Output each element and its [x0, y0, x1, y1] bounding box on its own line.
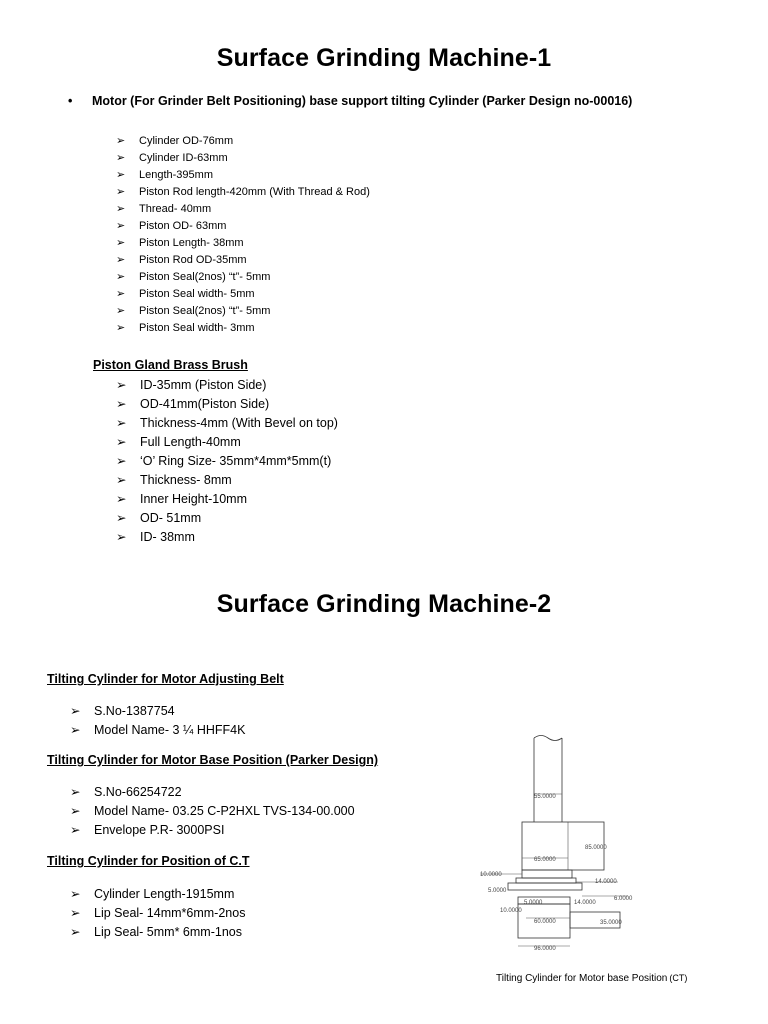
- arrow-bullet-icon: ➢: [116, 435, 127, 449]
- base-position-item-text: S.No-66254722: [94, 785, 182, 799]
- dim-label-left-gap: 10.0000: [480, 872, 502, 878]
- dim-label-body-width: 65.0000: [534, 857, 556, 863]
- gland-spec-item-text: OD- 51mm: [140, 511, 202, 525]
- ct-item-text: Lip Seal- 5mm* 6mm-1nos: [94, 925, 242, 939]
- arrow-bullet-icon: ➢: [116, 203, 126, 215]
- gland-spec-item-text: ID- 38mm: [140, 530, 195, 544]
- dim-label-body-height: 85.0000: [585, 845, 607, 851]
- spec-item-text: Piston Seal width- 3mm: [139, 322, 255, 334]
- group-heading-ct-position: Tilting Cylinder for Position of C.T: [47, 854, 250, 868]
- dim-label-right-small: 6.0000: [614, 896, 633, 902]
- dim-label-bottom-height: 35.0000: [600, 920, 622, 926]
- dim-label-mid-height: 14.0000: [595, 879, 617, 885]
- cylinder-drawing: [478, 732, 678, 972]
- arrow-bullet-icon: ➢: [116, 186, 126, 198]
- arrow-bullet-icon: ➢: [70, 704, 81, 718]
- dim-label-inner-width: 14.0000: [574, 900, 596, 906]
- spec-item-text: Thread- 40mm: [139, 203, 212, 215]
- arrow-bullet-icon: ➢: [116, 473, 127, 487]
- drawing-caption: [496, 973, 687, 984]
- page-title-machine-1: Surface Grinding Machine-1: [216, 44, 552, 72]
- arrow-bullet-icon: ➢: [116, 397, 127, 411]
- base-position-item-text: Envelope P.R- 3000PSI: [94, 823, 225, 837]
- arrow-bullet-icon: ➢: [116, 152, 126, 164]
- plate-shape: [516, 878, 576, 883]
- spec-item-text: Piston Rod OD-35mm: [139, 254, 247, 266]
- gland-heading: Piston Gland Brass Brush: [93, 358, 248, 372]
- arrow-bullet-icon: ➢: [116, 530, 127, 544]
- gland-spec-item-text: Thickness- 8mm: [140, 473, 232, 487]
- plate-shape: [508, 883, 582, 890]
- arrow-bullet-icon: ➢: [70, 804, 81, 818]
- belt-item-text: Model Name- 3 ¼ HHFF4K: [94, 723, 246, 737]
- gland-spec-item-text: OD-41mm(Piston Side): [140, 397, 270, 411]
- gland-spec-item-text: ‘O’ Ring Size- 35mm*4mm*5mm(t): [140, 454, 332, 468]
- spec-item-text: Length-395mm: [139, 169, 213, 181]
- dim-label-small-a: 5.0000: [488, 888, 507, 894]
- ct-item-text: Cylinder Length-1915mm: [94, 887, 235, 901]
- arrow-bullet-icon: ➢: [70, 887, 81, 901]
- spec-item-text: Cylinder OD-76mm: [139, 135, 234, 147]
- gland-spec-item-text: ID-35mm (Piston Side): [140, 378, 267, 392]
- arrow-bullet-icon: ➢: [70, 925, 81, 939]
- arrow-bullet-icon: ➢: [116, 492, 127, 506]
- page-title-machine-2: Surface Grinding Machine-2: [216, 590, 552, 618]
- arrow-bullet-icon: ➢: [70, 723, 81, 737]
- arrow-bullet-icon: ➢: [116, 254, 126, 266]
- spec-item-text: Piston OD- 63mm: [139, 220, 227, 232]
- spec-item-text: Piston Seal(2nos) “t”- 5mm: [139, 271, 271, 283]
- rod-shape: [534, 736, 562, 823]
- gland-spec-item-text: Full Length-40mm: [140, 435, 241, 449]
- dim-label-rod-width: 55.0000: [534, 794, 556, 800]
- spec-item-text: Piston Seal width- 5mm: [139, 288, 255, 300]
- arrow-bullet-icon: ➢: [116, 135, 126, 147]
- arrow-bullet-icon: ➢: [116, 271, 126, 283]
- arrow-bullet-icon: ➢: [116, 322, 126, 334]
- main-bullet-text: Motor (For Grinder Belt Positioning) base support tilting Cylinder (Parker Design no-00016): [92, 94, 633, 108]
- spec-item-text: Piston Rod length-420mm (With Thread & Rod): [139, 186, 370, 198]
- dim-label-small-b: 5.0000: [524, 900, 543, 906]
- arrow-bullet-icon: ➢: [116, 237, 126, 249]
- dim-label-bottom-width: 96.0000: [534, 946, 556, 952]
- spec-item-text: Cylinder ID-63mm: [139, 152, 228, 164]
- group-heading-adjusting-belt: Tilting Cylinder for Motor Adjusting Belt: [47, 672, 284, 686]
- belt-item-text: S.No-1387754: [94, 704, 175, 718]
- base-position-item-text: Model Name- 03.25 C-P2HXL TVS-134-00.000: [94, 804, 355, 818]
- plate-shape: [522, 870, 572, 878]
- group-heading-base-position: Tilting Cylinder for Motor Base Position (Parker Design): [47, 753, 379, 767]
- dim-label-left-small: 10.0000: [500, 908, 522, 914]
- spec-item-text: Piston Length- 38mm: [139, 237, 244, 249]
- arrow-bullet-icon: ➢: [70, 785, 81, 799]
- ct-item-text: Lip Seal- 14mm*6mm-2nos: [94, 906, 246, 920]
- arrow-bullet-icon: ➢: [116, 169, 126, 181]
- drawing-caption-text: Tilting Cylinder for Motor base Position: [496, 973, 668, 984]
- arrow-bullet-icon: ➢: [116, 454, 127, 468]
- arrow-bullet-icon: ➢: [116, 305, 126, 317]
- gland-spec-item-text: Thickness-4mm (With Bevel on top): [140, 416, 338, 430]
- arrow-bullet-icon: ➢: [70, 823, 81, 837]
- spec-item-text: Piston Seal(2nos) “t”- 5mm: [139, 305, 271, 317]
- drawing-caption-suffix: (CT): [669, 973, 688, 983]
- dim-label-bottom-inner: 60.0000: [534, 919, 556, 925]
- arrow-bullet-icon: ➢: [116, 416, 127, 430]
- arrow-bullet-icon: ➢: [116, 378, 127, 392]
- gland-spec-item-text: Inner Height-10mm: [140, 492, 247, 506]
- arrow-bullet-icon: ➢: [70, 906, 81, 920]
- arrow-bullet-icon: ➢: [116, 220, 126, 232]
- arrow-bullet-icon: ➢: [116, 288, 126, 300]
- arrow-bullet-icon: ➢: [116, 511, 127, 525]
- bullet-icon: •: [68, 94, 73, 108]
